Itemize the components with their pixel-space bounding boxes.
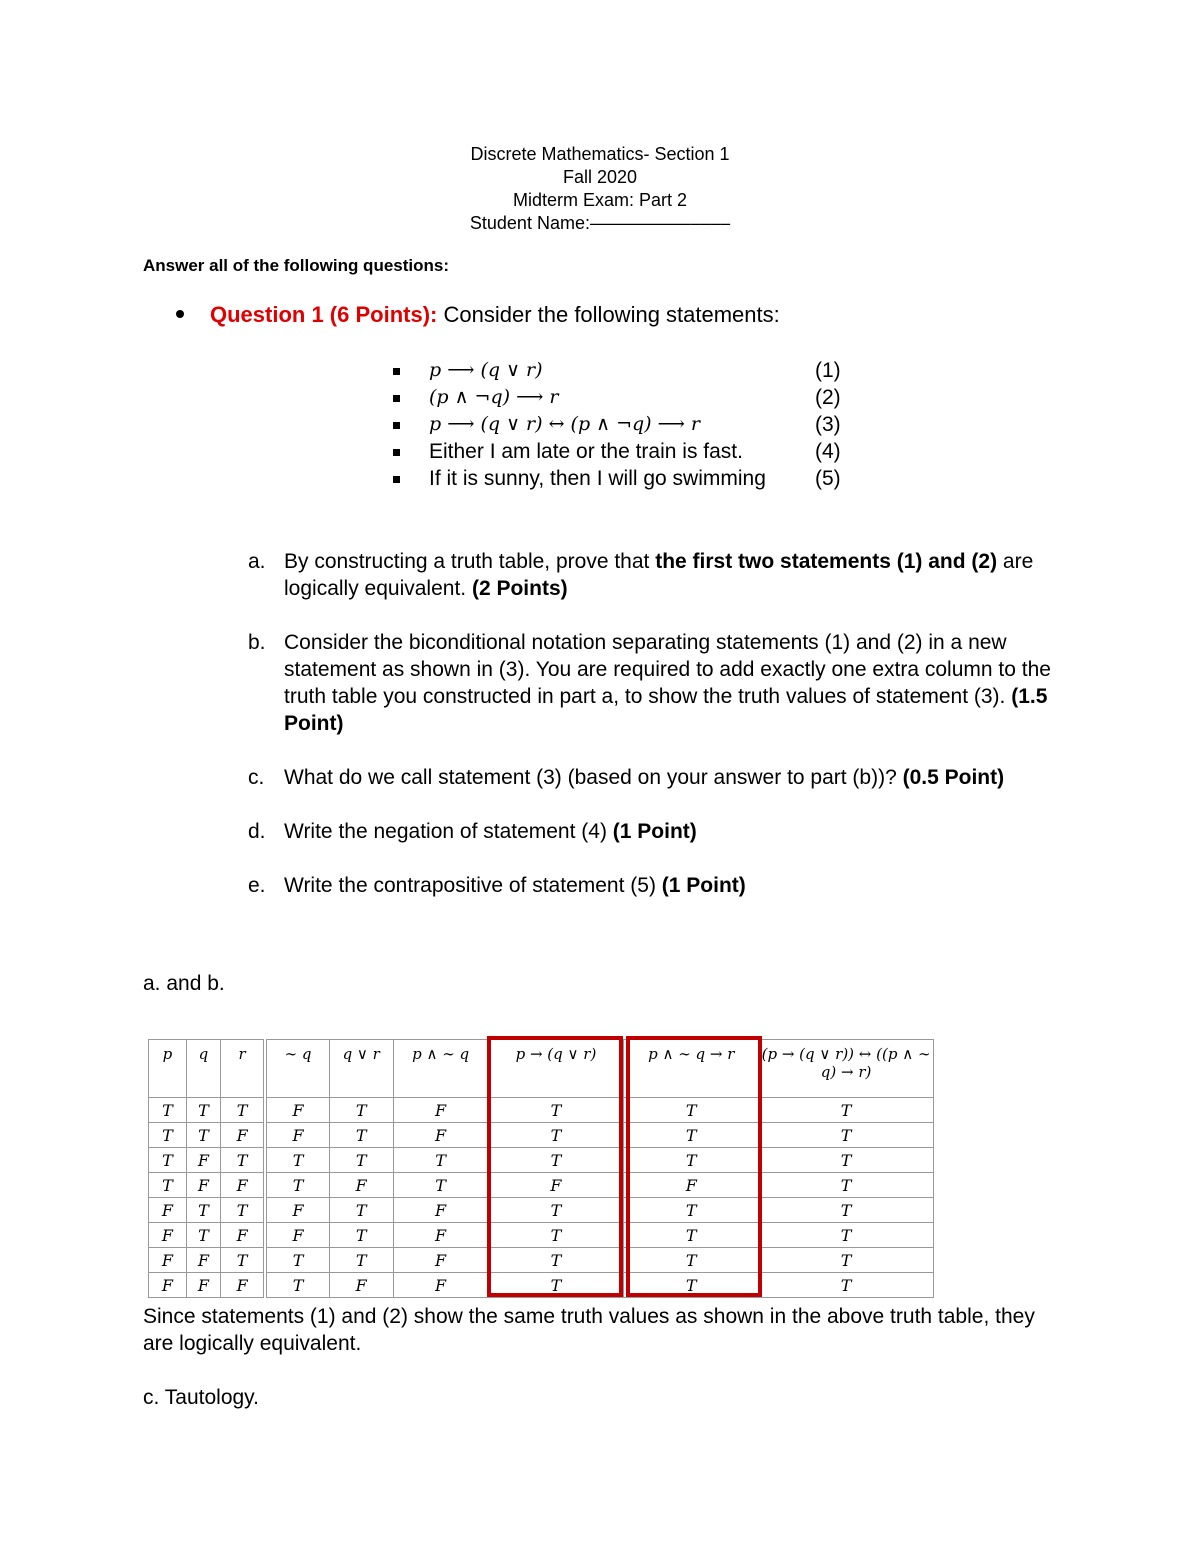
truth-table-header-cell: r	[220, 1040, 265, 1098]
part-points: (1 Point)	[661, 874, 746, 897]
truth-table-cell: T	[488, 1223, 624, 1248]
part-text: By constructing a truth table, prove that	[284, 550, 656, 573]
part-points: (0.5 Point)	[902, 766, 1005, 789]
truth-table-header-cell: p ∧ ∼ q	[393, 1040, 488, 1098]
truth-table-cell: T	[759, 1198, 934, 1223]
part-text: are logically equivalent.	[284, 550, 1034, 600]
statement-number: (4)	[815, 440, 841, 463]
part-label: d.	[248, 820, 266, 843]
part-e	[248, 872, 1068, 899]
part-label: e.	[248, 874, 266, 897]
part-d	[248, 818, 1068, 845]
truth-table-cell: T	[329, 1223, 393, 1248]
statement-text: p ⟶ (q ∨ r) ↔ (p ∧ ¬q) ⟶ r	[429, 413, 700, 435]
truth-table-cell: T	[624, 1223, 759, 1248]
part-text: What do we call statement (3) (based on your answer to part (b))?	[284, 766, 903, 789]
truth-table-cell: F	[220, 1273, 265, 1298]
truth-table-cell: T	[624, 1123, 759, 1148]
part-label: c.	[248, 766, 265, 789]
question-parts	[248, 548, 1068, 926]
answer-c: c. Tautology.	[143, 1386, 259, 1409]
truth-table-cell: F	[624, 1173, 759, 1198]
student-name-line: Student Name:––––––––––––––	[469, 213, 731, 233]
truth-table-cell: T	[624, 1248, 759, 1273]
exam-header	[0, 143, 1200, 235]
truth-table-cell: T	[759, 1098, 934, 1123]
truth-table-cell: T	[265, 1248, 329, 1273]
truth-table-cell: T	[220, 1198, 265, 1223]
conclusion-text: Since statements (1) and (2) show the same truth values as shown in the above truth table, they are logically equivalent.	[143, 1305, 1035, 1355]
truth-table-cell: F	[329, 1173, 393, 1198]
statement-text: If it is sunny, then I will go swimming	[429, 467, 766, 490]
truth-table-cell: F	[488, 1173, 624, 1198]
bullet-icon	[176, 310, 184, 318]
truth-table-cell: T	[265, 1148, 329, 1173]
truth-table-cell: T	[329, 1098, 393, 1123]
course-title: Discrete Mathematics- Section 1	[470, 144, 730, 164]
highlight-box-statement-2	[626, 1036, 762, 1297]
truth-table-cell: T	[759, 1123, 934, 1148]
truth-table-cell: F	[393, 1273, 488, 1298]
truth-table-cell: T	[759, 1173, 934, 1198]
truth-table-cell: F	[393, 1098, 488, 1123]
truth-table-cell: T	[149, 1098, 187, 1123]
truth-table-cell: F	[220, 1123, 265, 1148]
square-bullet-icon	[393, 422, 400, 429]
part-points: (1 Point)	[612, 820, 697, 843]
truth-table-cell: T	[149, 1173, 187, 1198]
square-bullet-icon	[393, 395, 400, 402]
truth-table-cell: T	[624, 1148, 759, 1173]
answer-ab-label: a. and b.	[143, 972, 225, 995]
highlight-box-statement-1	[487, 1036, 623, 1297]
part-a	[248, 548, 1068, 602]
truth-table-cell: T	[624, 1273, 759, 1298]
truth-table-cell: T	[759, 1273, 934, 1298]
truth-table-cell: F	[265, 1123, 329, 1148]
truth-table-cell: F	[186, 1148, 220, 1173]
truth-table-cell: T	[393, 1148, 488, 1173]
truth-table-cell: T	[220, 1148, 265, 1173]
exam-title: Midterm Exam: Part 2	[512, 190, 688, 210]
truth-table-cell: T	[186, 1123, 220, 1148]
truth-table-cell: F	[149, 1198, 187, 1223]
part-text: Consider the biconditional notation separating statements (1) and (2) in a new statement as shown in (3). You are required to add exactly one extra column to the truth table you constructed in part a, to show the truth values of statement (3).	[284, 631, 1051, 708]
truth-table-cell: F	[393, 1123, 488, 1148]
truth-table-cell: F	[186, 1273, 220, 1298]
truth-table-cell: T	[329, 1148, 393, 1173]
truth-table-cell: F	[186, 1248, 220, 1273]
truth-table-cell: F	[186, 1173, 220, 1198]
statement-number: (5)	[815, 467, 841, 490]
truth-table-cell: T	[759, 1148, 934, 1173]
truth-table-cell: T	[488, 1148, 624, 1173]
question-1-title: Question 1 (6 Points):	[210, 302, 438, 327]
truth-table-cell: F	[220, 1173, 265, 1198]
truth-table-cell: F	[220, 1223, 265, 1248]
truth-table-cell: T	[488, 1098, 624, 1123]
truth-table-cell: F	[149, 1273, 187, 1298]
truth-table-cell: T	[220, 1098, 265, 1123]
square-bullet-icon	[393, 476, 400, 483]
truth-table-cell: F	[393, 1248, 488, 1273]
truth-table-cell: T	[488, 1273, 624, 1298]
truth-table-cell: T	[149, 1123, 187, 1148]
truth-table-cell: T	[186, 1098, 220, 1123]
part-text: Write the contrapositive of statement (5)	[284, 874, 662, 897]
statement-text: p ⟶ (q ∨ r)	[429, 359, 543, 381]
part-points: (2 Points)	[471, 577, 568, 600]
truth-table-cell: F	[329, 1273, 393, 1298]
truth-table-cell: T	[759, 1248, 934, 1273]
truth-table-cell: F	[393, 1198, 488, 1223]
statement-text: (p ∧ ¬q) ⟶ r	[429, 386, 559, 408]
truth-table-cell: T	[759, 1223, 934, 1248]
part-b	[248, 629, 1068, 737]
statement-number: (2)	[815, 386, 841, 409]
part-text: Write the negation of statement (4)	[284, 820, 613, 843]
truth-table-cell: T	[624, 1198, 759, 1223]
instructions: Answer all of the following questions:	[143, 256, 450, 275]
truth-table-cell: F	[265, 1198, 329, 1223]
truth-table-cell: T	[329, 1198, 393, 1223]
part-label: a.	[248, 550, 266, 573]
question-1-intro: Consider the following statements:	[437, 302, 780, 327]
truth-table-header-cell: q	[186, 1040, 220, 1098]
part-c	[248, 764, 1068, 791]
truth-table-cell: F	[265, 1098, 329, 1123]
statement-text: Either I am late or the train is fast.	[429, 440, 743, 463]
truth-table-cell: T	[393, 1173, 488, 1198]
truth-table-cell: F	[149, 1248, 187, 1273]
truth-table-cell: T	[265, 1273, 329, 1298]
truth-table-header-cell: p	[149, 1040, 187, 1098]
part-points: (1.5 Point)	[284, 685, 1048, 735]
term: Fall 2020	[562, 167, 638, 187]
truth-table-cell: T	[186, 1198, 220, 1223]
question-1	[176, 302, 780, 328]
truth-table-cell: T	[488, 1123, 624, 1148]
truth-table-header-cell: ∼ q	[265, 1040, 329, 1098]
truth-table-cell: T	[488, 1198, 624, 1223]
statement-number: (1)	[815, 359, 841, 382]
truth-table-cell: F	[265, 1223, 329, 1248]
statement-number: (3)	[815, 413, 841, 436]
truth-table-cell: T	[186, 1223, 220, 1248]
truth-table-header-cell: p → (q ∨ r)	[488, 1040, 624, 1098]
truth-table-header-cell: (p → (q ∨ r)) ↔ ((p ∧ ∼ q) → r)	[759, 1040, 934, 1098]
part-bold-text: the first two statements (1) and (2)	[655, 550, 998, 573]
truth-table-cell: T	[220, 1248, 265, 1273]
truth-table-cell: T	[149, 1148, 187, 1173]
truth-table-cell: T	[265, 1173, 329, 1198]
truth-table-cell: T	[329, 1123, 393, 1148]
square-bullet-icon	[393, 368, 400, 375]
truth-table-cell: F	[393, 1223, 488, 1248]
square-bullet-icon	[393, 449, 400, 456]
truth-table-header-cell: q ∨ r	[329, 1040, 393, 1098]
part-label: b.	[248, 631, 266, 654]
truth-table-cell: T	[624, 1098, 759, 1123]
truth-table-cell: F	[149, 1223, 187, 1248]
truth-table-header-cell: p ∧ ∼ q → r	[624, 1040, 759, 1098]
truth-table-cell: T	[329, 1248, 393, 1273]
truth-table-cell: T	[488, 1248, 624, 1273]
